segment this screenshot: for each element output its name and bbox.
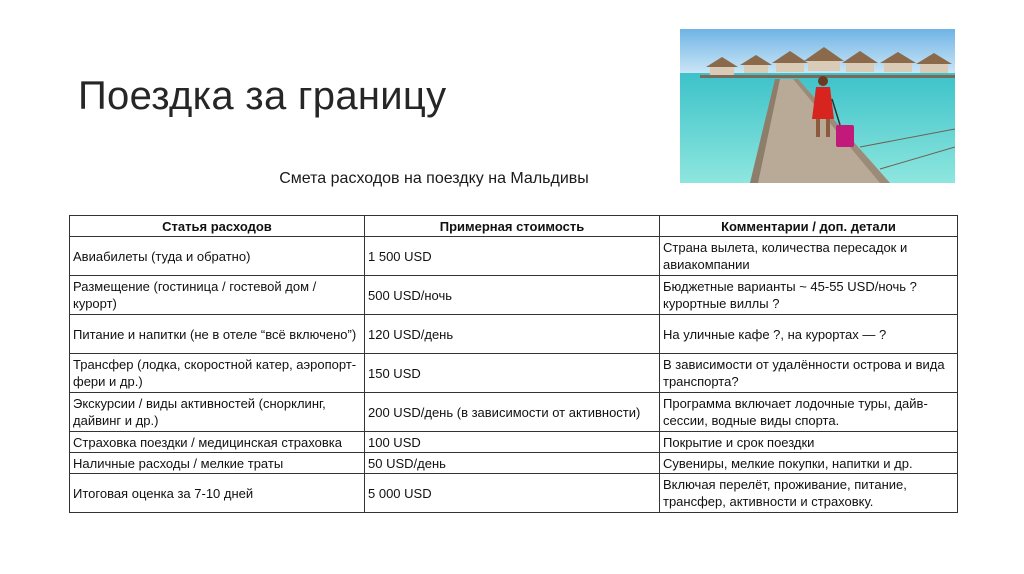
cell-item: Экскурсии / виды активностей (снорклинг, дайвинг и др.) (70, 393, 365, 432)
cell-item: Страховка поездки / медицинская страховка (70, 432, 365, 453)
table-row (70, 432, 958, 453)
table-row (70, 276, 958, 315)
cell-item: Итоговая оценка за 7-10 дней (70, 474, 365, 513)
table-row (70, 237, 958, 276)
header-estimated-cost: Примерная стоимость (365, 216, 660, 237)
header-comments: Комментарии / доп. детали (660, 216, 958, 237)
cell-item: Трансфер (лодка, скоростной катер, аэропорт-фери и др.) (70, 354, 365, 393)
cell-cost: 500 USD/ночь (365, 276, 660, 315)
cell-item: Размещение (гостиница / гостевой дом / курорт) (70, 276, 365, 315)
table-row (70, 354, 958, 393)
cell-cost: 1 500 USD (365, 237, 660, 276)
cell-comment: В зависимости от удалённости острова и вида транспорта? (660, 354, 958, 393)
table-caption: Смета расходов на поездку на Мальдивы (279, 170, 589, 187)
cell-comment: Покрытие и срок поездки (660, 432, 958, 453)
cell-comment: Включая перелёт, проживание, питание, трансфер, активности и страховку. (660, 474, 958, 513)
header-expense-item: Статья расходов (70, 216, 365, 237)
cell-cost: 5 000 USD (365, 474, 660, 513)
cell-comment: Бюджетные варианты ~ 45-55 USD/ночь ? курортные виллы ? (660, 276, 958, 315)
table-row (70, 453, 958, 474)
cell-cost: 120 USD/день (365, 315, 660, 354)
cell-cost: 50 USD/день (365, 453, 660, 474)
cell-comment: Программа включает лодочные туры, дайв-сессии, водные виды спорта. (660, 393, 958, 432)
cell-comment: На уличные кафе ?, на курортах — ? (660, 315, 958, 354)
cell-comment: Страна вылета, количества пересадок и авиакомпании (660, 237, 958, 276)
table-row (70, 393, 958, 432)
cost-table (69, 215, 958, 513)
cell-comment: Сувениры, мелкие покупки, напитки и др. (660, 453, 958, 474)
cell-cost: 150 USD (365, 354, 660, 393)
cell-item: Авиабилеты (туда и обратно) (70, 237, 365, 276)
cell-item: Наличные расходы / мелкие траты (70, 453, 365, 474)
table-row-total (70, 474, 958, 513)
maldives-photo (680, 29, 955, 183)
table-header-row (70, 216, 958, 237)
cell-cost: 100 USD (365, 432, 660, 453)
cell-item: Питание и напитки (не в отеле “всё включено”) (70, 315, 365, 354)
page-title: Поездка за границу (78, 74, 447, 118)
cell-cost: 200 USD/день (в зависимости от активности) (365, 393, 660, 432)
table-row (70, 315, 958, 354)
